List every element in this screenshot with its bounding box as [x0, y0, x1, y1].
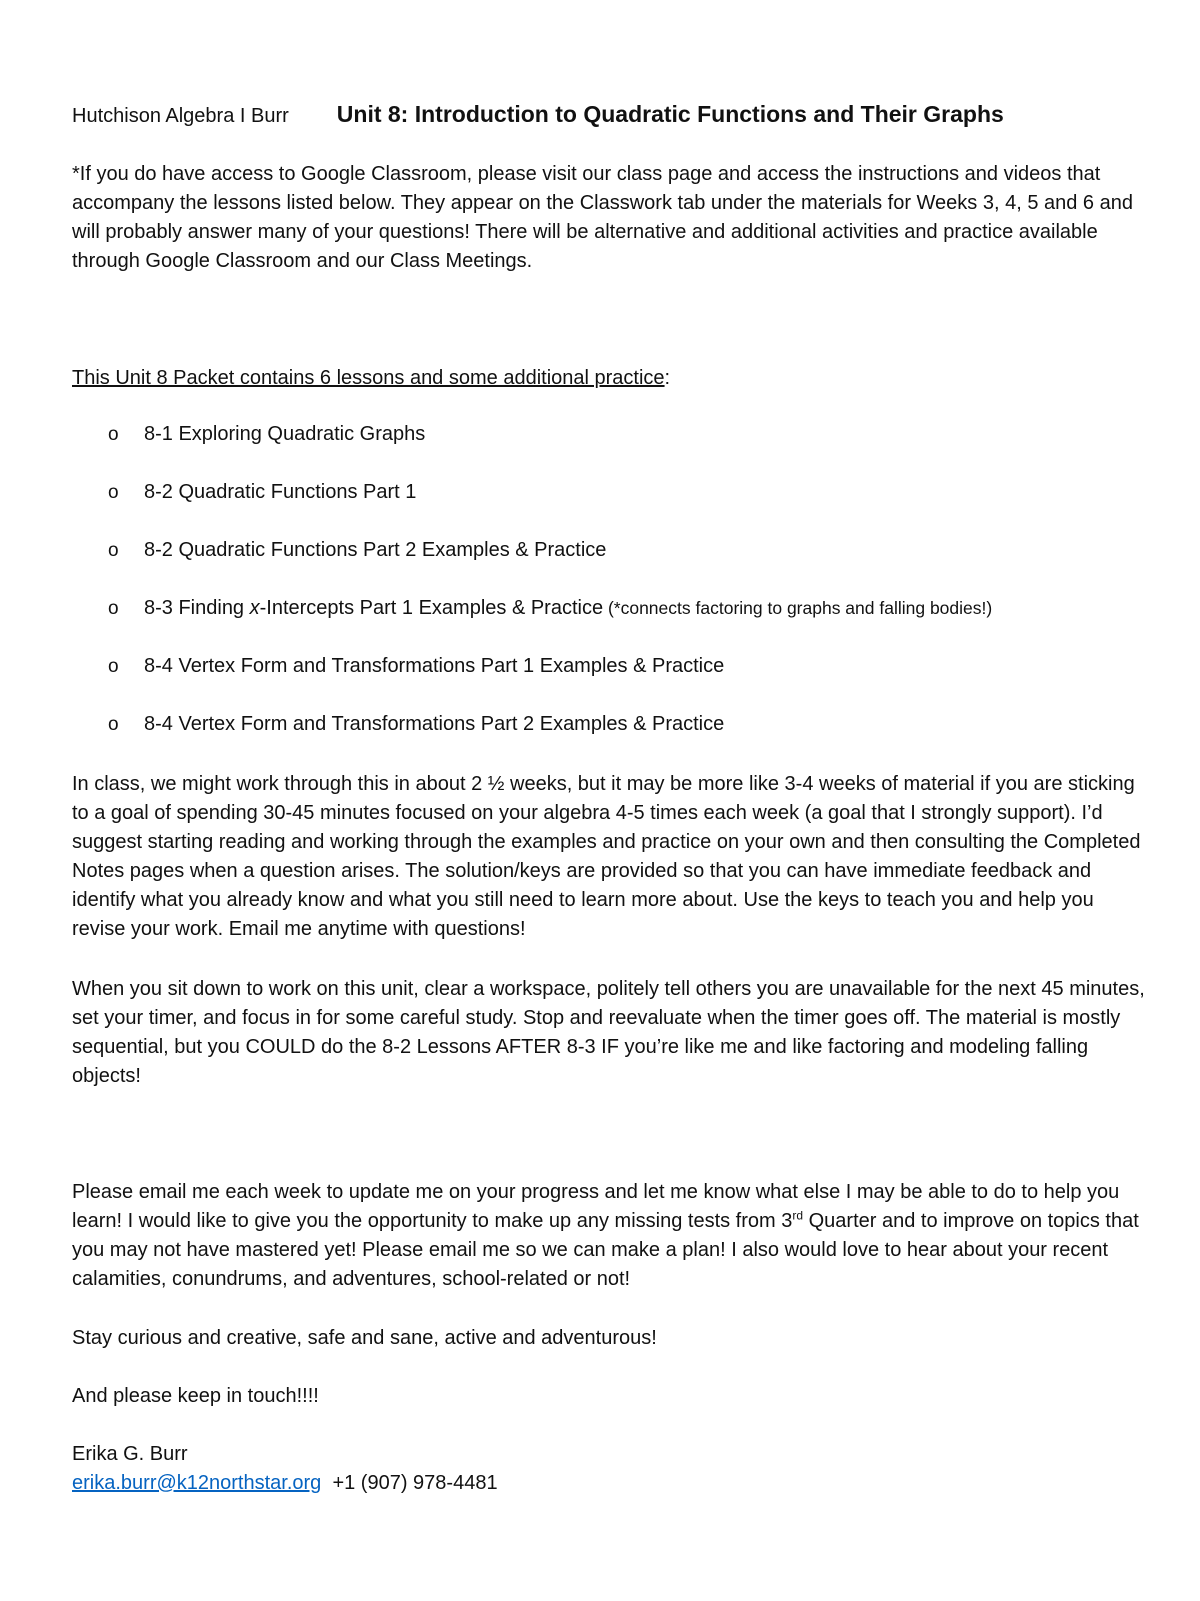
ordinal-suffix: rd: [792, 1208, 804, 1223]
closing-line: Stay curious and creative, safe and sane, active and adventurous!: [72, 1327, 657, 1349]
email-paragraph-start: Please email me each week to update me on your progress and let me know what else I may be able to do to help you learn! I would like to give you the opportunity to make up any missing tests from 3: [72, 1181, 1120, 1232]
keep-in-touch-line: And please keep in touch!!!!: [72, 1385, 319, 1407]
lesson-label: 8-2 Quadratic Functions Part 2 Examples & Practice: [144, 539, 607, 561]
intro-paragraph: *If you do have access to Google Classroom, please visit our class page and access the instructions and videos that accompany the lessons listed below. They appear on the Classwork tab under the materials for Weeks 3, 4, 5 and 6 and will probably answer many of your questions! There will be alternative and additional activities and practice available through Google Classroom and our Class Meetings.: [72, 163, 1133, 272]
email-link[interactable]: erika.burr@k12northstar.org: [72, 1472, 322, 1494]
bullet-circle: o: [108, 598, 119, 619]
list-item: [72, 536, 992, 594]
signature-name: Erika G. Burr: [72, 1443, 188, 1465]
packet-contents-heading: [72, 364, 1148, 393]
list-item: [72, 594, 992, 652]
bullet-circle: o: [108, 540, 119, 561]
contact-line: [72, 1469, 1148, 1498]
list-item: [72, 420, 992, 478]
bullet-circle: o: [108, 714, 119, 735]
signature-block: [72, 1440, 1148, 1498]
lesson-label-rest: -Intercepts Part 1 Examples & Practice: [259, 597, 604, 619]
course-name: Hutchison Algebra I Burr: [72, 105, 289, 127]
bullet-circle: o: [108, 656, 119, 677]
list-item: [72, 478, 992, 536]
lesson-label: 8-2 Quadratic Functions Part 1: [144, 481, 417, 503]
unit-title: Unit 8: Introduction to Quadratic Functions and Their Graphs: [336, 101, 1004, 127]
packet-contents-text: This Unit 8 Packet contains 6 lessons and some additional practice: [72, 367, 665, 389]
bullet-circle: o: [108, 424, 119, 445]
document-header: [72, 99, 1004, 131]
email-paragraph-end: Quarter and to improve on topics that you may not have mastered yet! Please email me so we can make a plan! I also would love to hear about your recent calamities, conundrums, and adventures, school-related or not!: [72, 1210, 1139, 1290]
lesson-list: [72, 420, 992, 768]
list-item: [72, 710, 992, 768]
lesson-label: 8-4 Vertex Form and Transformations Part 1 Examples & Practice: [144, 655, 725, 677]
study-tips-paragraph: When you sit down to work on this unit, clear a workspace, politely tell others you are unavailable for the next 45 minutes, set your timer, and focus in for some careful study. Stop and reevaluate when the timer goes off. The material is mostly sequential, but you COULD do the 8-2 Lessons AFTER 8-3 IF you’re like me and like factoring and modeling falling objects!: [72, 978, 1145, 1087]
lesson-label: 8-1 Exploring Quadratic Graphs: [144, 423, 426, 445]
packet-contents-colon: :: [664, 367, 671, 389]
bullet-circle: o: [108, 482, 119, 503]
phone-number: +1 (907) 978-4481: [332, 1472, 498, 1494]
lesson-label: 8-4 Vertex Form and Transformations Part 2 Examples & Practice: [144, 713, 725, 735]
lesson-variable: x: [249, 597, 260, 619]
lesson-note: (*connects factoring to graphs and falling bodies!): [603, 598, 993, 618]
lesson-label: 8-3 Finding: [144, 597, 250, 619]
email-request-paragraph: [72, 1178, 1148, 1294]
pacing-paragraph: In class, we might work through this in about 2 ½ weeks, but it may be more like 3-4 weeks of material if you are sticking to a goal of spending 30-45 minutes focused on your algebra 4-5 times each week (a goal that I strongly support). I’d suggest starting reading and working through the examples and practice on your own and then consulting the Completed Notes pages when a question arises. The solution/keys are provided so that you can have immediate feedback and identify what you already know and what you still need to learn more about. Use the keys to teach you and help you revise your work. Email me anytime with questions!: [72, 773, 1141, 940]
list-item: [72, 652, 992, 710]
